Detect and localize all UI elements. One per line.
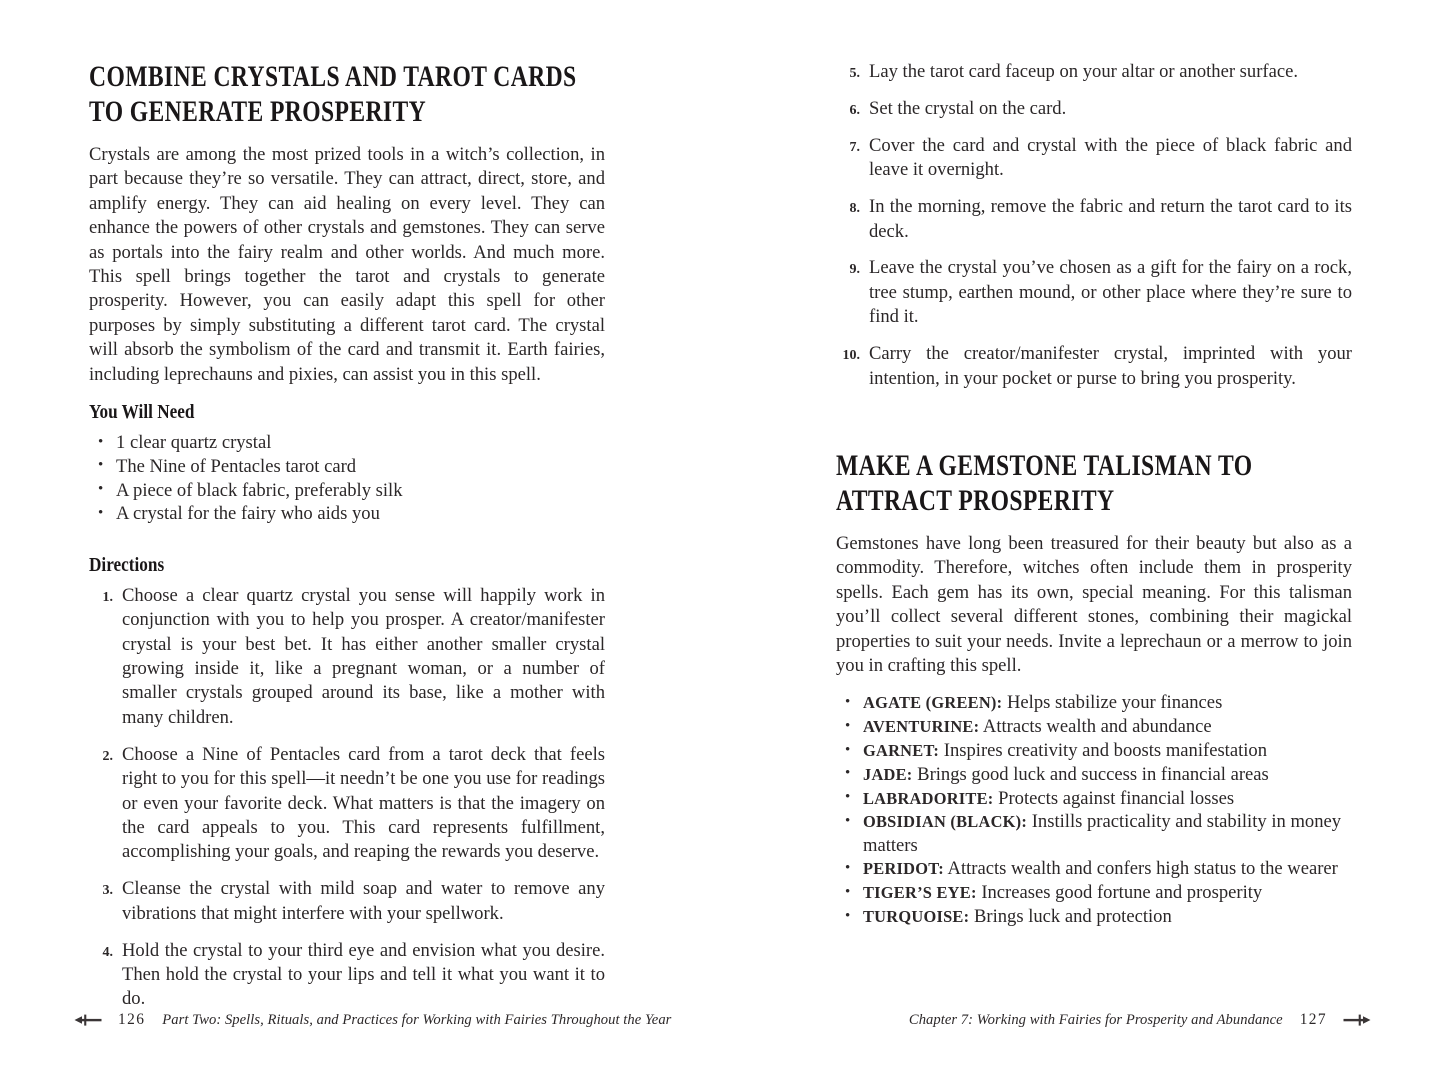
step-text: Cover the card and crystal with the piece of black fabric and leave it overnight. — [869, 134, 1352, 181]
you-will-need-heading: You Will Need — [89, 401, 195, 424]
supply-text: A piece of black fabric, preferably silk — [116, 479, 403, 501]
section-title: MAKE A GEMSTONE TALISMAN TO ATTRACT PROSPERITY — [836, 449, 1253, 517]
list-item — [836, 857, 1352, 880]
step-number: 3. — [102, 883, 113, 899]
step-number: 2. — [102, 748, 113, 764]
list-item — [89, 584, 605, 730]
directions-list-continued — [836, 60, 1352, 391]
list-item — [836, 691, 1352, 714]
list-item — [836, 763, 1352, 786]
gemstone-desc: Brings luck and protection — [969, 906, 1172, 928]
step-number: 7. — [849, 139, 860, 155]
supply-text: 1 clear quartz crystal — [116, 432, 272, 454]
gemstone-name: AGATE (GREEN): — [863, 693, 1003, 713]
list-item — [836, 787, 1352, 810]
list-item — [836, 739, 1352, 762]
right-page-column — [836, 60, 1352, 929]
gemstone-name: GARNET: — [863, 741, 940, 760]
gemstone-name: TIGER’S EYE: — [863, 883, 977, 903]
gemstone-desc: Increases good fortune and prosperity — [976, 882, 1263, 904]
gemstone-desc: Helps stabilize your finances — [1002, 692, 1223, 714]
right-page — [723, 0, 1445, 1084]
supplies-list — [89, 431, 605, 526]
list-item — [836, 342, 1352, 391]
list-item — [89, 877, 605, 926]
list-item — [836, 134, 1352, 183]
list-item — [89, 743, 605, 865]
gemstone-name: TURQUOISE: — [863, 907, 970, 927]
gemstone-desc: Instills practicality and stability in money matters — [863, 811, 1342, 856]
gemstone-name: PERIDOT: — [863, 859, 944, 879]
step-number: 4. — [102, 944, 113, 960]
directions-list — [89, 584, 605, 1012]
list-item — [836, 60, 1352, 84]
gemstone-desc: Attracts wealth and abundance — [979, 716, 1212, 738]
dart-left-ornament-icon — [74, 1013, 102, 1027]
step-text: Lay the tarot card faceup on your altar or another surface. — [869, 61, 1298, 82]
list-item — [836, 881, 1352, 904]
page-number: 126 — [118, 1011, 146, 1028]
gemstone-list — [836, 691, 1352, 928]
list-item — [89, 502, 605, 525]
step-text: Choose a clear quartz crystal you sense will happily work in conjunction with you to help you prosper. A creator/manifester crystal is your best bet. It has either another smaller crystal growing inside it, like a pregnant woman, or a number of smaller crystals grouped around its base, like a mother with many children. — [122, 584, 605, 728]
step-text: Hold the crystal to your third eye and envision what you desire. Then hold the crystal to your lips and tell it what you want it to do. — [122, 939, 605, 1010]
step-text: Cleanse the crystal with mild soap and water to remove any vibrations that might interfere with your spellwork. — [122, 878, 605, 924]
step-text: Leave the crystal you’ve chosen as a gift for the fairy on a rock, tree stump, earthen mound, or other place where they’re sure to find it. — [869, 257, 1352, 328]
list-item — [89, 431, 605, 454]
supply-text: The Nine of Pentacles tarot card — [116, 455, 357, 477]
left-page — [0, 0, 722, 1084]
list-item — [836, 195, 1352, 244]
gemstone-name: AVENTURINE: — [863, 717, 980, 737]
list-item — [836, 97, 1352, 121]
gemstone-name: LABRADORITE: — [863, 788, 994, 808]
list-item — [836, 905, 1352, 928]
intro-paragraph: Gemstones have long been treasured for their beauty but also as a commodity. Therefore, witches often include them in prosperity spells. Each gem has its own, special meaning. For this talisman you’ll collect several different stones, combining their magickal properties to suit your needs. Invite a leprechaun or a merrow to join you in crafting this spell. — [836, 532, 1352, 676]
step-number: 8. — [849, 201, 860, 217]
intro-paragraph: Crystals are among the most prized tools in a witch’s collection, in part because they’re so versatile. They can attract, direct, store, and amplify energy. They can aid healing on every level. They can enhance the powers of other crystals and gemstones. They can serve as portals into the fairy realm and other worlds. And much more. This spell brings together the tarot and crystals to generate prosperity. However, you can easily adapt this spell for other purposes by simply substituting a different tarot card. The crystal will absorb the symbolism of the card and transmit it. Earth fairies, including leprechauns and pixies, can assist you in this spell. — [89, 144, 605, 385]
list-item — [89, 939, 605, 1012]
left-page-footer — [74, 1011, 671, 1029]
dart-right-ornament-icon — [1343, 1013, 1371, 1027]
step-number: 6. — [849, 102, 860, 118]
step-text: Set the crystal on the card. — [869, 97, 1067, 119]
gemstone-name: JADE: — [863, 764, 913, 784]
list-item — [836, 715, 1352, 738]
list-item — [89, 479, 605, 502]
step-number: 1. — [102, 589, 113, 605]
directions-heading: Directions — [89, 553, 165, 576]
page-number: 127 — [1299, 1011, 1327, 1028]
running-head: Part Two: Spells, Rituals, and Practices for Working with Fairies Throughout the Year — [162, 1012, 672, 1028]
supply-text: A crystal for the fairy who aids you — [116, 503, 380, 525]
list-item — [89, 455, 605, 478]
gemstone-desc: Attracts wealth and confers high status to the wearer — [943, 858, 1338, 880]
step-text: Choose a Nine of Pentacles card from a tarot deck that feels right to you for this spell—it needn’t be one you use for readings or even your favorite deck. What matters is that the imagery on the card appeals to you. This card represents fulfillment, accomplishing your goals, and reaping the rewards you deserve. — [122, 743, 606, 863]
step-number: 10. — [842, 348, 860, 364]
step-text: In the morning, remove the fabric and return the tarot card to its deck. — [869, 196, 1352, 242]
gemstone-desc: Protects against financial losses — [993, 787, 1235, 809]
list-item — [836, 810, 1352, 857]
gemstone-desc: Inspires creativity and boosts manifestation — [939, 740, 1268, 761]
gemstone-desc: Brings good luck and success in financial areas — [912, 763, 1269, 785]
step-number: 9. — [849, 262, 860, 278]
gemstone-name: OBSIDIAN (BLACK): — [863, 812, 1028, 832]
list-item — [836, 256, 1352, 329]
page-title: COMBINE CRYSTALS AND TAROT CARDS TO GENERATE PROSPERITY — [89, 61, 577, 128]
right-page-footer — [909, 1011, 1371, 1029]
step-number: 5. — [849, 66, 860, 81]
left-page-column — [89, 60, 605, 1012]
running-head: Chapter 7: Working with Fairies for Prosperity and Abundance — [908, 1012, 1283, 1028]
step-text: Carry the creator/manifester crystal, imprinted with your intention, in your pocket or purse to bring you prosperity. — [869, 343, 1352, 389]
